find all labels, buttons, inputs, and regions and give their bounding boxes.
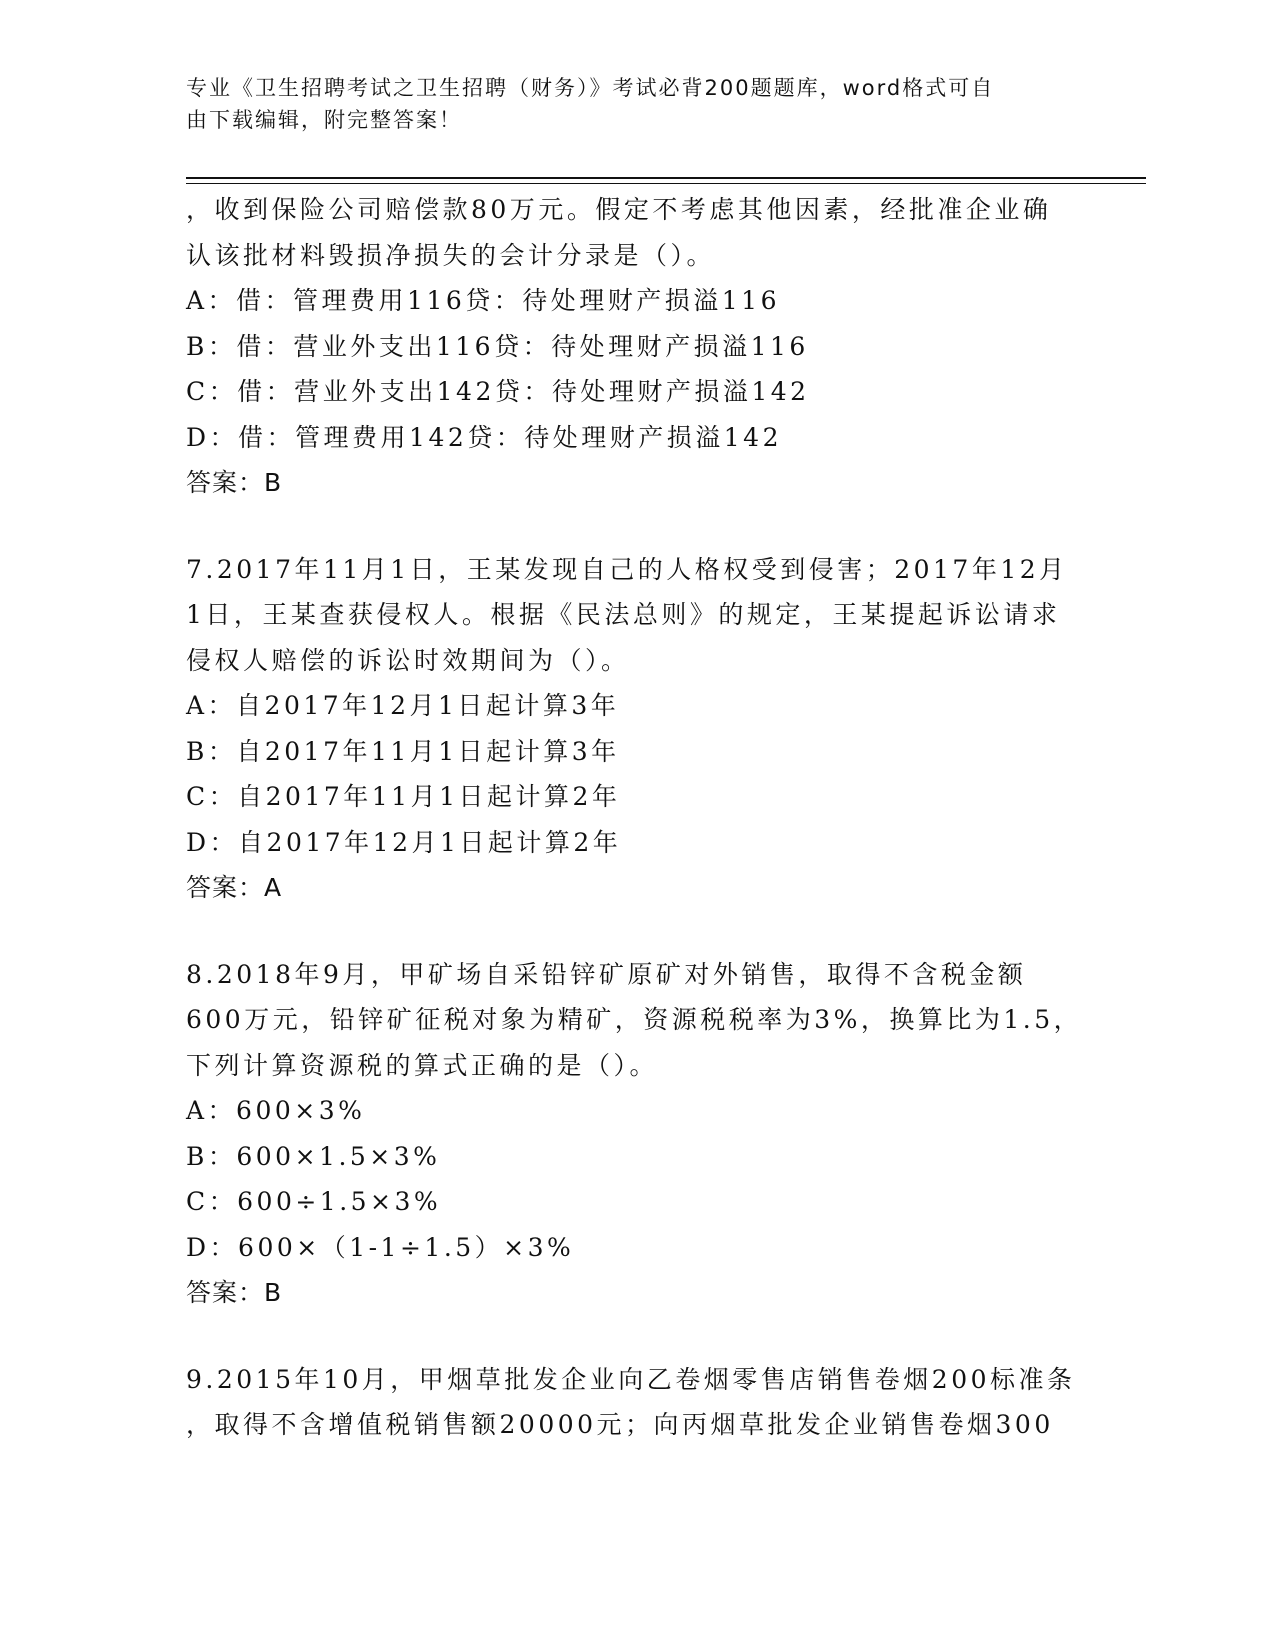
answer-line: 答案：A bbox=[186, 873, 283, 902]
header-rule-thick bbox=[186, 177, 1146, 179]
option-d: D：自2017年12月1日起计算2年 bbox=[186, 827, 622, 857]
question-8 bbox=[186, 952, 1086, 1316]
question-stem-line: 1日，王某查获侵权人。根据《民法总则》的规定，王某提起诉讼请求 bbox=[186, 600, 1061, 629]
question-stem-line: 认该批材料毁损净损失的会计分录是（）。 bbox=[186, 240, 716, 270]
document-body bbox=[186, 187, 1086, 1448]
question-stem-line: 8.2018年9月，甲矿场自采铅锌矿原矿对外销售，取得不含税金额 bbox=[186, 959, 1027, 989]
header-line-1: 专业《卫生招聘考试之卫生招聘（财务）》考试必背200题题库，word格式可自 bbox=[186, 76, 995, 100]
option-c: C：借：营业外支出142贷：待处理财产损溢142 bbox=[186, 377, 810, 406]
option-a: A：借：管理费用116贷：待处理财产损溢116 bbox=[186, 286, 780, 315]
answer-line: 答案：B bbox=[186, 1278, 283, 1307]
option-b: B：600×1.5×3% bbox=[186, 1141, 441, 1171]
question-stem-line: 7.2017年11月1日，王某发现自己的人格权受到侵害；2017年12月 bbox=[186, 554, 1068, 584]
header-rule-thin bbox=[186, 183, 1146, 184]
option-d: D：600×（1-1÷1.5）×3% bbox=[186, 1232, 575, 1262]
document-header bbox=[186, 72, 1066, 136]
question-6 bbox=[186, 187, 1086, 506]
question-stem-line: 600万元，铅锌矿征税对象为精矿，资源税税率为3%，换算比为1.5， bbox=[186, 1005, 1083, 1034]
option-c: C：自2017年11月1日起计算2年 bbox=[186, 782, 621, 811]
question-stem-line: 下列计算资源税的算式正确的是（）。 bbox=[186, 1050, 659, 1080]
question-stem-line: 9.2015年10月，甲烟草批发企业向乙卷烟零售店销售卷烟200标准条 bbox=[186, 1364, 1076, 1394]
answer-line: 答案：B bbox=[186, 468, 283, 497]
option-b: B：借：营业外支出116贷：待处理财产损溢116 bbox=[186, 331, 809, 361]
option-a: A：自2017年12月1日起计算3年 bbox=[186, 691, 620, 720]
option-a: A：600×3% bbox=[186, 1096, 366, 1125]
question-stem-line: ，取得不含增值税销售额20000元；向丙烟草批发企业销售卷烟300 bbox=[186, 1410, 1054, 1439]
option-c: C：600÷1.5×3% bbox=[186, 1187, 442, 1216]
option-b: B：自2017年11月1日起计算3年 bbox=[186, 736, 620, 766]
question-9 bbox=[186, 1357, 1086, 1448]
header-line-2: 由下载编辑，附完整答案！ bbox=[186, 108, 462, 132]
question-stem-line: 侵权人赔偿的诉讼时效期间为（）。 bbox=[186, 645, 630, 675]
question-7 bbox=[186, 547, 1086, 911]
question-stem-line: ，收到保险公司赔偿款80万元。假定不考虑其他因素，经批准企业确 bbox=[186, 195, 1052, 224]
option-d: D：借：管理费用142贷：待处理财产损溢142 bbox=[186, 422, 782, 452]
